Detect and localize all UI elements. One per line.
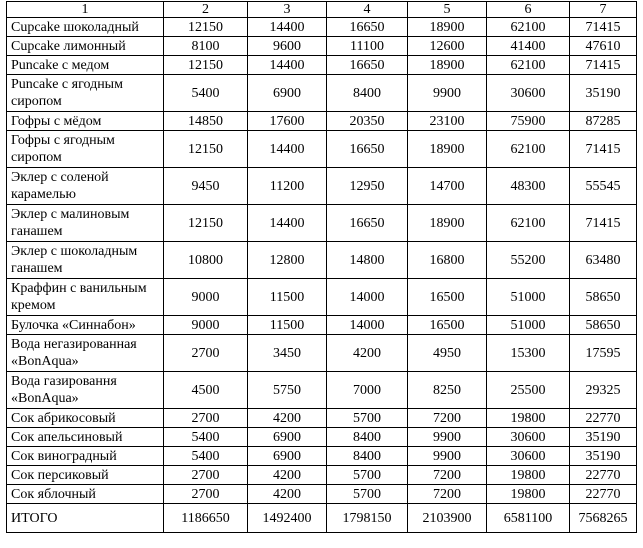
value-cell: 29325	[570, 372, 637, 409]
value-cell: 16650	[327, 56, 408, 75]
table-row	[7, 131, 637, 168]
table-row	[7, 279, 637, 316]
value-cell: 23100	[408, 112, 487, 131]
value-cell: 6900	[248, 428, 327, 447]
value-cell: 9450	[164, 168, 248, 205]
value-cell: 14000	[327, 279, 408, 316]
table-row	[7, 335, 637, 372]
value-cell: 71415	[570, 18, 637, 37]
table-row	[7, 112, 637, 131]
value-cell: 71415	[570, 131, 637, 168]
value-cell: 4950	[408, 335, 487, 372]
table-row	[7, 409, 637, 428]
value-cell: 16650	[327, 131, 408, 168]
value-cell: 7200	[408, 485, 487, 504]
product-name-cell: Puncake с медом	[7, 56, 164, 75]
value-cell: 5400	[164, 75, 248, 112]
value-cell: 9000	[164, 279, 248, 316]
table-row	[7, 242, 637, 279]
value-cell: 11500	[248, 279, 327, 316]
product-name-cell: Puncake с ягодным сиропом	[7, 75, 164, 112]
product-name-cell: Сок персиковый	[7, 466, 164, 485]
value-cell: 30600	[487, 75, 570, 112]
product-name-cell: Cupcake шоколадный	[7, 18, 164, 37]
header-cell: 3	[248, 2, 327, 18]
header-cell: 6	[487, 2, 570, 18]
value-cell: 30600	[487, 428, 570, 447]
value-cell: 41400	[487, 37, 570, 56]
header-cell: 7	[570, 2, 637, 18]
product-name-cell: Эклер с соленой карамелью	[7, 168, 164, 205]
table-row	[7, 18, 637, 37]
value-cell: 8400	[327, 75, 408, 112]
table-row	[7, 205, 637, 242]
table-row	[7, 466, 637, 485]
value-cell: 71415	[570, 56, 637, 75]
value-cell: 20350	[327, 112, 408, 131]
value-cell: 17595	[570, 335, 637, 372]
product-name-cell: Сок абрикосовый	[7, 409, 164, 428]
value-cell: 16500	[408, 316, 487, 335]
value-cell: 4500	[164, 372, 248, 409]
value-cell: 18900	[408, 131, 487, 168]
value-cell: 16650	[327, 205, 408, 242]
header-cell: 5	[408, 2, 487, 18]
value-cell: 30600	[487, 447, 570, 466]
value-cell: 14400	[248, 205, 327, 242]
total-value-cell: 7568265	[570, 504, 637, 533]
value-cell: 6900	[248, 75, 327, 112]
total-row	[7, 504, 637, 533]
product-name-cell: Краффин с ванильным кремом	[7, 279, 164, 316]
value-cell: 14400	[248, 56, 327, 75]
total-value-cell: 1798150	[327, 504, 408, 533]
value-cell: 7200	[408, 409, 487, 428]
product-name-cell: Cupcake лимонный	[7, 37, 164, 56]
header-cell: 2	[164, 2, 248, 18]
total-value-cell: 2103900	[408, 504, 487, 533]
value-cell: 25500	[487, 372, 570, 409]
value-cell: 71415	[570, 205, 637, 242]
value-cell: 14400	[248, 18, 327, 37]
value-cell: 62100	[487, 18, 570, 37]
value-cell: 7000	[327, 372, 408, 409]
value-cell: 8400	[327, 428, 408, 447]
table-row	[7, 37, 637, 56]
table-row	[7, 372, 637, 409]
value-cell: 2700	[164, 335, 248, 372]
product-name-cell: Сок виноградный	[7, 447, 164, 466]
product-name-cell: Вода газировання «BonAqua»	[7, 372, 164, 409]
header-row	[7, 2, 637, 18]
table-row	[7, 485, 637, 504]
header-cell: 4	[327, 2, 408, 18]
table-row	[7, 428, 637, 447]
value-cell: 12800	[248, 242, 327, 279]
value-cell: 8400	[327, 447, 408, 466]
value-cell: 16800	[408, 242, 487, 279]
value-cell: 11500	[248, 316, 327, 335]
value-cell: 14000	[327, 316, 408, 335]
value-cell: 62100	[487, 205, 570, 242]
value-cell: 58650	[570, 279, 637, 316]
table-row	[7, 168, 637, 205]
value-cell: 5700	[327, 485, 408, 504]
value-cell: 87285	[570, 112, 637, 131]
value-cell: 18900	[408, 205, 487, 242]
value-cell: 2700	[164, 409, 248, 428]
value-cell: 8250	[408, 372, 487, 409]
table-row	[7, 447, 637, 466]
value-cell: 12150	[164, 18, 248, 37]
value-cell: 55545	[570, 168, 637, 205]
value-cell: 48300	[487, 168, 570, 205]
value-cell: 12150	[164, 131, 248, 168]
product-name-cell: Сок яблочный	[7, 485, 164, 504]
value-cell: 9900	[408, 447, 487, 466]
table-row	[7, 56, 637, 75]
value-cell: 51000	[487, 316, 570, 335]
value-cell: 19800	[487, 485, 570, 504]
value-cell: 9600	[248, 37, 327, 56]
product-name-cell: Эклер с шоколадным ганашем	[7, 242, 164, 279]
product-name-cell: Сок апельсиновый	[7, 428, 164, 447]
value-cell: 9900	[408, 75, 487, 112]
total-value-cell: 6581100	[487, 504, 570, 533]
value-cell: 11100	[327, 37, 408, 56]
value-cell: 17600	[248, 112, 327, 131]
value-cell: 18900	[408, 18, 487, 37]
value-cell: 12150	[164, 56, 248, 75]
product-name-cell: Булочка «Синнабон»	[7, 316, 164, 335]
value-cell: 5750	[248, 372, 327, 409]
value-cell: 58650	[570, 316, 637, 335]
product-name-cell: Гофры с мёдом	[7, 112, 164, 131]
total-value-cell: 1186650	[164, 504, 248, 533]
value-cell: 10800	[164, 242, 248, 279]
value-cell: 12950	[327, 168, 408, 205]
value-cell: 47610	[570, 37, 637, 56]
table-row	[7, 316, 637, 335]
value-cell: 6900	[248, 447, 327, 466]
value-cell: 14400	[248, 131, 327, 168]
value-cell: 16500	[408, 279, 487, 316]
value-cell: 19800	[487, 409, 570, 428]
value-cell: 5400	[164, 447, 248, 466]
product-name-cell: Эклер с малиновым ганашем	[7, 205, 164, 242]
product-name-cell: Вода негазированная «BonAqua»	[7, 335, 164, 372]
data-table	[6, 1, 637, 533]
value-cell: 12600	[408, 37, 487, 56]
value-cell: 14850	[164, 112, 248, 131]
total-value-cell: 1492400	[248, 504, 327, 533]
value-cell: 9900	[408, 428, 487, 447]
value-cell: 8100	[164, 37, 248, 56]
value-cell: 16650	[327, 18, 408, 37]
value-cell: 2700	[164, 485, 248, 504]
value-cell: 51000	[487, 279, 570, 316]
value-cell: 18900	[408, 56, 487, 75]
value-cell: 5700	[327, 409, 408, 428]
value-cell: 12150	[164, 205, 248, 242]
value-cell: 4200	[327, 335, 408, 372]
product-name-cell: Гофры с ягодным сиропом	[7, 131, 164, 168]
value-cell: 11200	[248, 168, 327, 205]
total-label-cell: ИТОГО	[7, 504, 164, 533]
value-cell: 7200	[408, 466, 487, 485]
value-cell: 22770	[570, 409, 637, 428]
value-cell: 5400	[164, 428, 248, 447]
value-cell: 4200	[248, 409, 327, 428]
value-cell: 62100	[487, 56, 570, 75]
value-cell: 14800	[327, 242, 408, 279]
value-cell: 2700	[164, 466, 248, 485]
value-cell: 22770	[570, 485, 637, 504]
value-cell: 9000	[164, 316, 248, 335]
header-cell: 1	[7, 2, 164, 18]
value-cell: 35190	[570, 447, 637, 466]
value-cell: 3450	[248, 335, 327, 372]
value-cell: 35190	[570, 428, 637, 447]
value-cell: 22770	[570, 466, 637, 485]
value-cell: 4200	[248, 485, 327, 504]
value-cell: 35190	[570, 75, 637, 112]
value-cell: 55200	[487, 242, 570, 279]
table-row	[7, 75, 637, 112]
value-cell: 4200	[248, 466, 327, 485]
value-cell: 63480	[570, 242, 637, 279]
value-cell: 15300	[487, 335, 570, 372]
value-cell: 14700	[408, 168, 487, 205]
value-cell: 5700	[327, 466, 408, 485]
value-cell: 75900	[487, 112, 570, 131]
value-cell: 62100	[487, 131, 570, 168]
value-cell: 19800	[487, 466, 570, 485]
